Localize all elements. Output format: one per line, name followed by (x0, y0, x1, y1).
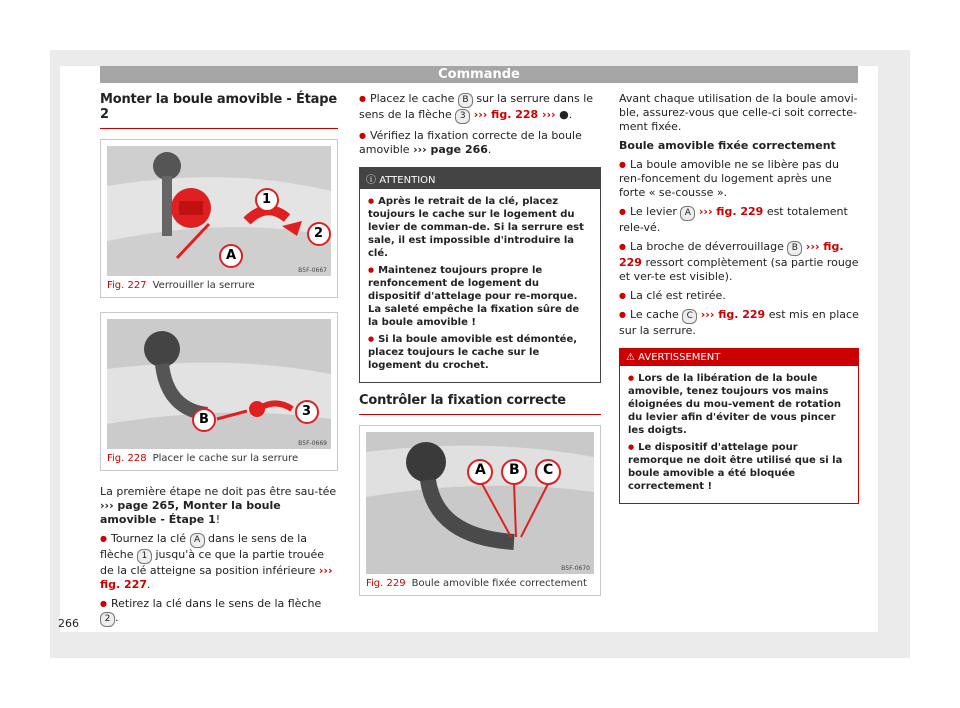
figure-caption-text: Verrouiller la serrure (152, 280, 255, 291)
warning-box (619, 348, 859, 504)
text: La broche de déverrouillage (629, 240, 784, 253)
intro-paragraph (100, 485, 338, 527)
label-badge: 2 (100, 612, 115, 627)
figure-caption (107, 280, 331, 291)
page-number: 266 (58, 617, 79, 630)
figure-229-image (366, 432, 594, 574)
attention-item: ● Après le retrait de la clé, placez toujours le cache sur le logement du levier de comman-de. Si la serrure est sale, il est impossible d'introduire la clé. (368, 195, 592, 260)
text: ressort complètement (sa partie rouge et ver-te est visible). (619, 256, 859, 283)
paragraph: Avant chaque utilisation de la boule amovi-ble, assurez-vous que celle-ci soit correcte-ment fixée. (619, 92, 858, 133)
figure-caption-text: Placer le cache sur la serrure (152, 453, 299, 464)
text: jusqu'à ce que la partie trouée de la clé atteigne sa position inférieure (100, 548, 324, 577)
attention-box (359, 167, 601, 383)
attention-icon: ⓘ (366, 175, 380, 186)
text: . (115, 611, 119, 624)
attention-item: ● Maintenez toujours propre le renfoncement de logement du dispositif d'attelage pour re-morque. La saleté empêche la fixation sûre de la boule amovible ! (368, 264, 592, 329)
intro-text-end: ! (215, 513, 221, 526)
figure-label-a: A (226, 248, 237, 263)
tow-hook-check-illustration (366, 432, 594, 574)
figure-number: Fig. 229 (366, 578, 406, 589)
figure-label-1: 1 (262, 192, 272, 207)
warning-item: ● Le dispositif d'attelage pour remorque ne doit être utilisé que si la boule amovible a été bloquée correctement ! (628, 441, 850, 493)
figure-link[interactable]: ››› fig. 229 (700, 308, 766, 321)
attention-header (360, 168, 600, 189)
figure-228-image (107, 319, 331, 449)
page-link[interactable]: ››› page 266 (413, 143, 488, 156)
warning-triangle-icon: ⚠ (626, 352, 639, 363)
figure-code: B5F-0670 (561, 565, 590, 572)
list-item: ● Vérifiez la fixation correcte de la boule amovible ››› page 266. (359, 129, 601, 157)
figure-number: Fig. 227 (107, 280, 147, 291)
section-title: Monter la boule amovible - Étape 2 (100, 92, 338, 129)
text: est mis en place sur la serrure. (619, 308, 859, 337)
figure-link[interactable]: ››› fig. 229 (698, 205, 764, 218)
tow-hook-cap-illustration (107, 319, 331, 449)
figure-code: B5F-0669 (298, 440, 327, 447)
warning-title: AVERTISSEMENT (638, 352, 721, 363)
list-item (619, 240, 859, 284)
figure-label-b: B (509, 462, 520, 478)
list-item (359, 92, 601, 124)
figure-link[interactable]: ››› fig. 228 ››› (473, 108, 556, 121)
figure-label-a: A (475, 462, 486, 478)
text: Retirez la clé dans le sens de la flèche (110, 597, 322, 610)
figure-number: Fig. 228 (107, 453, 147, 464)
figure-label-b: B (199, 412, 209, 427)
list-item: ● La boule amovible ne se libère pas du ren-foncement du logement après une forte « se-cousse ». (619, 158, 859, 200)
label-badge: C (682, 309, 697, 324)
figure-label-c: C (543, 462, 554, 478)
text: Vérifiez la fixation correcte de la boule amovible (359, 129, 582, 156)
text: est totalement rele-vé. (619, 205, 848, 234)
list-item (100, 597, 338, 627)
tow-hook-lock-illustration (107, 146, 331, 276)
figure-228 (100, 312, 338, 471)
warning-body (620, 366, 858, 503)
figure-label-2: 2 (314, 226, 324, 241)
label-badge: 3 (455, 109, 470, 124)
text: Le cache (629, 308, 679, 321)
column-2 (359, 92, 601, 610)
figure-227-image (107, 146, 331, 276)
figure-link[interactable]: ››› fig. 229 (619, 240, 844, 269)
figure-229 (359, 425, 601, 596)
figure-227 (100, 139, 338, 298)
list-item (619, 205, 859, 235)
column-3 (619, 92, 859, 514)
text: dans le sens de la flèche (100, 532, 308, 561)
text: sur la serrure dans le sens de la flèche (359, 92, 594, 121)
figure-link[interactable]: ››› fig. 227 (100, 564, 333, 591)
intro-text: La première étape ne doit pas être sau-tée (100, 485, 337, 498)
text: Tournez la clé (110, 532, 187, 545)
list-item (619, 308, 859, 338)
warning-item: ● Lors de la libération de la boule amovible, tenez toujours vos mains éloignées du mou-vement de rotation du levier afin d'éviter de vous pincer les doigts. (628, 372, 850, 437)
attention-title: ATTENTION (379, 175, 436, 186)
list-item: ● La clé est retirée. (619, 289, 859, 303)
figure-code: B5F-0667 (298, 267, 327, 274)
section-title: Contrôler la fixation correcte (359, 393, 601, 415)
figure-caption (107, 453, 331, 464)
label-badge: 1 (137, 549, 152, 564)
section-header: Commande (100, 66, 858, 83)
label-badge: A (190, 533, 205, 548)
figure-caption (366, 578, 594, 589)
list-item (100, 532, 338, 592)
text: Le levier (629, 205, 677, 218)
figure-caption-text: Boule amovible fixée correctement (411, 578, 587, 589)
column-1 (100, 92, 338, 632)
text: Placez le cache (369, 92, 455, 105)
label-badge: B (458, 93, 473, 108)
label-badge: B (787, 241, 802, 256)
attention-item: ● Si la boule amovible est démontée, placez toujours le cache sur le logement du crochet. (368, 333, 592, 372)
info-icon: ● (559, 108, 569, 121)
page-link[interactable]: ››› page 265, Monter la boule amovible - Étape 1 (100, 499, 281, 526)
figure-label-3: 3 (302, 404, 312, 419)
text: . (568, 108, 573, 121)
warning-header (620, 349, 858, 366)
text: . (147, 578, 151, 591)
attention-body (360, 189, 600, 382)
label-badge: A (680, 206, 695, 221)
subheading: Boule amovible fixée correctement (619, 139, 836, 152)
